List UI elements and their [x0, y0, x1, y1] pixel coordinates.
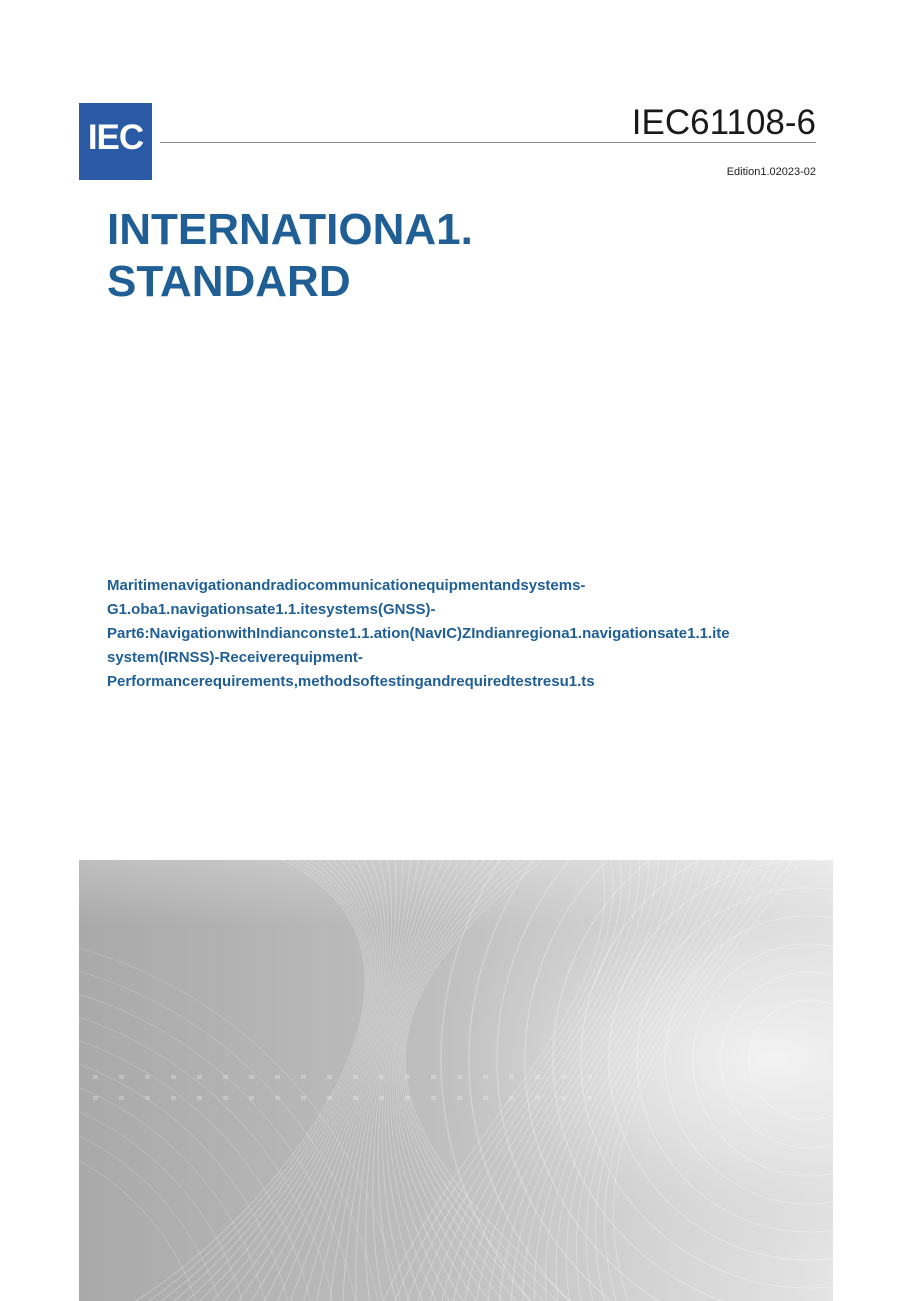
standard-type-line-1: INTERNATIONA1.: [107, 205, 473, 254]
document-title: [107, 574, 827, 694]
title-line-4: system(IRNSS)-Receiverequipment-: [107, 649, 363, 666]
header-rule: [160, 142, 816, 143]
standard-type-line-2: STANDARD: [107, 257, 351, 306]
title-line-5: Performancerequirements,methodsoftestingandrequiredtestresu1.ts: [107, 673, 595, 690]
iec-logo: [79, 103, 152, 180]
title-line-1: Maritimenavigationandradiocommunicationequipmentandsystems-: [107, 577, 586, 594]
document-number: IEC61108-6: [631, 103, 816, 142]
cover-artwork: [79, 860, 833, 1301]
title-line-2: G1.oba1.navigationsate1.1.itesystems(GNSS)-: [107, 601, 436, 618]
title-line-3: Part6:NavigationwithIndianconste1.1.ation(NavIC)ZIndianregiona1.navigationsate1.1.ite: [107, 625, 730, 642]
edition-label: Edition1.02023-02: [726, 166, 816, 178]
cover-artwork-graphic: [79, 860, 833, 1301]
iec-logo-text: IEC: [87, 118, 144, 157]
standard-type-heading: [107, 204, 473, 308]
